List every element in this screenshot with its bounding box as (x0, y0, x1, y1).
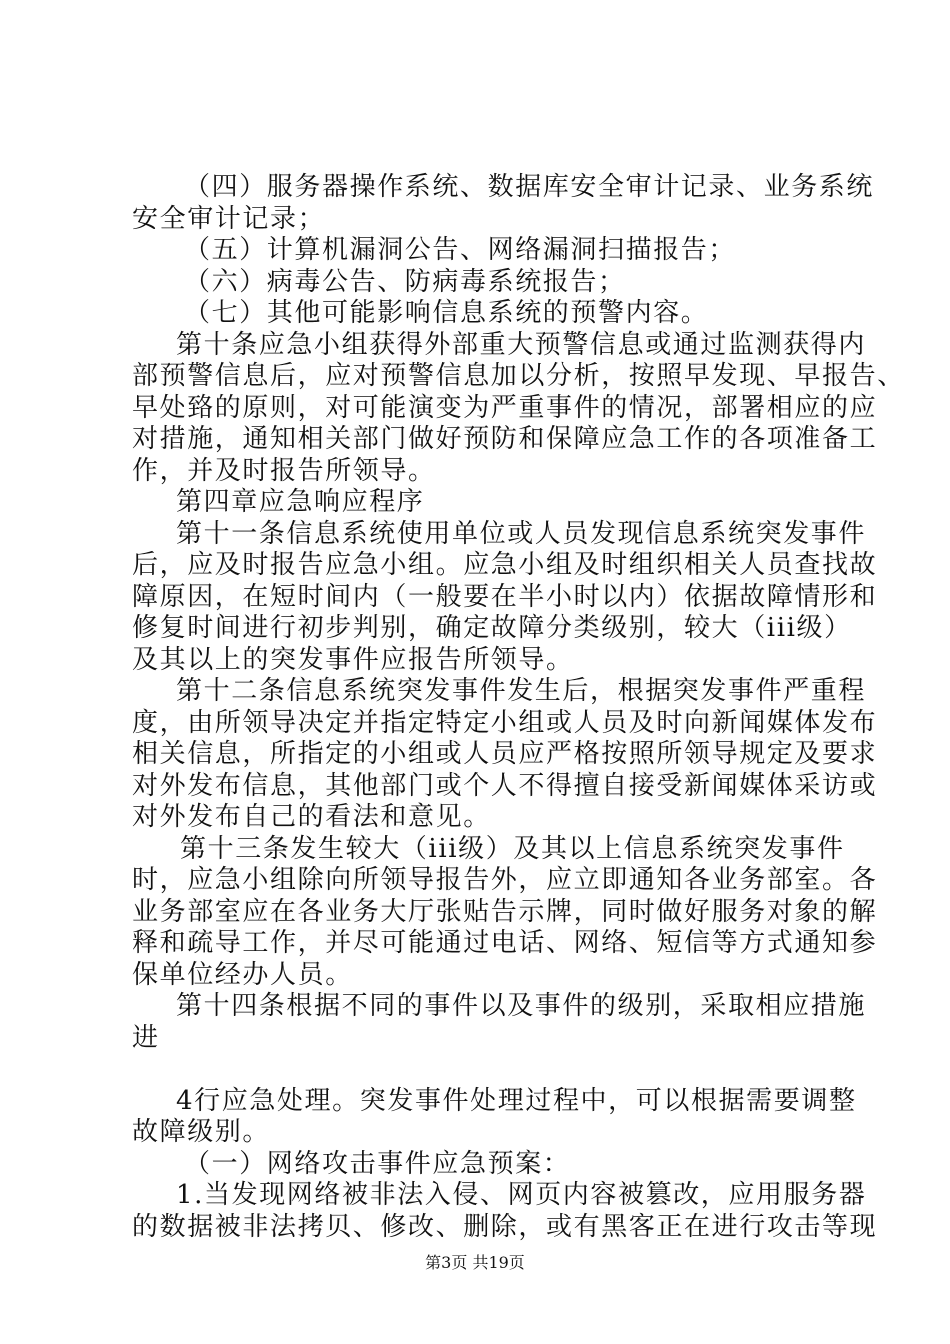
text-line: 相关信息，所指定的小组或人员应严格按照所领导规定及要求 (132, 739, 878, 769)
text-line: （六）病毒公告、防病毒系统报告； (184, 266, 626, 297)
text-line: （五）计算机漏洞公告、网络漏洞扫描报告； (184, 235, 737, 265)
text-line: 第十条应急小组获得外部重大预警信息或通过监测获得内 (176, 329, 867, 360)
text-line: 业务部室应在各业务大厅张贴告示牌，同时做好服务对象的解 (132, 896, 878, 927)
text-line: 安全审计记录； (132, 203, 326, 234)
text-line: 修复时间进行初步判别，确定故障分类级别，较大（iii级） (132, 613, 852, 643)
text-line: 对措施，通知相关部门做好预防和保障应急工作的各项准备工 (132, 424, 878, 454)
blank-line (132, 1054, 832, 1086)
text-line: 对外发布信息，其他部门或个人不得擅自接受新闻媒体采访或 (132, 770, 878, 801)
text-line: 部预警信息后，应对预警信息加以分析，按照早发现、早报告、 (132, 361, 905, 391)
text-line: 进 (132, 1022, 160, 1053)
text-line: （一）网络攻击事件应急预案： (184, 1148, 571, 1179)
text-line: 第十一条信息系统使用单位或人员发现信息系统突发事件 (176, 518, 867, 549)
text-line: 1.当发现网络被非法入侵、网页内容被篡改，应用服务器 (176, 1180, 867, 1210)
text-line: 第十四条根据不同的事件以及事件的级别，采取相应措施 (176, 991, 867, 1021)
text-line: 及其以上的突发事件应报告所领导。 (132, 644, 574, 675)
text-line: 对外发布自己的看法和意见。 (132, 802, 491, 832)
text-line: 度，由所领导决定并指定特定小组或人员及时向新闻媒体发布 (132, 707, 878, 738)
text-line: 障原因，在短时间内（一般要在半小时以内）依据故障情形和 (132, 581, 878, 612)
section-heading: 第四章应急响应程序 (176, 487, 425, 517)
text-line: 4行应急处理。突发事件处理过程中，可以根据需要调整 (176, 1085, 857, 1116)
page-number-footer: 第3页 共19页 (425, 1253, 525, 1272)
text-line: 作，并及时报告所领导。 (132, 455, 436, 486)
text-line: 的数据被非法拷贝、修改、删除，或有黑客正在进行攻击等现 (132, 1211, 878, 1242)
text-line: （四）服务器操作系统、数据库安全审计记录、业务系统 (184, 172, 875, 202)
text-line: （七）其他可能影响信息系统的预警内容。 (184, 298, 709, 328)
text-line: 保单位经办人员。 (132, 959, 353, 990)
text-line: 后，应及时报告应急小组。应急小组及时组织相关人员查找故 (132, 550, 878, 580)
text-line: 第十二条信息系统突发事件发生后，根据突发事件严重程 (176, 676, 867, 706)
text-line: 时，应急小组除向所领导报告外，应立即通知各业务部室。各 (132, 865, 878, 895)
text-line: 故障级别。 (132, 1117, 271, 1147)
text-line: 释和疏导工作，并尽可能通过电话、网络、短信等方式通知参 (132, 928, 878, 958)
text-line: 第十三条发生较大（iii级）及其以上信息系统突发事件 (180, 833, 845, 864)
document-body (132, 172, 905, 1243)
text-line: 早处臵的原则，对可能演变为严重事件的情况，部署相应的应 (132, 392, 878, 423)
